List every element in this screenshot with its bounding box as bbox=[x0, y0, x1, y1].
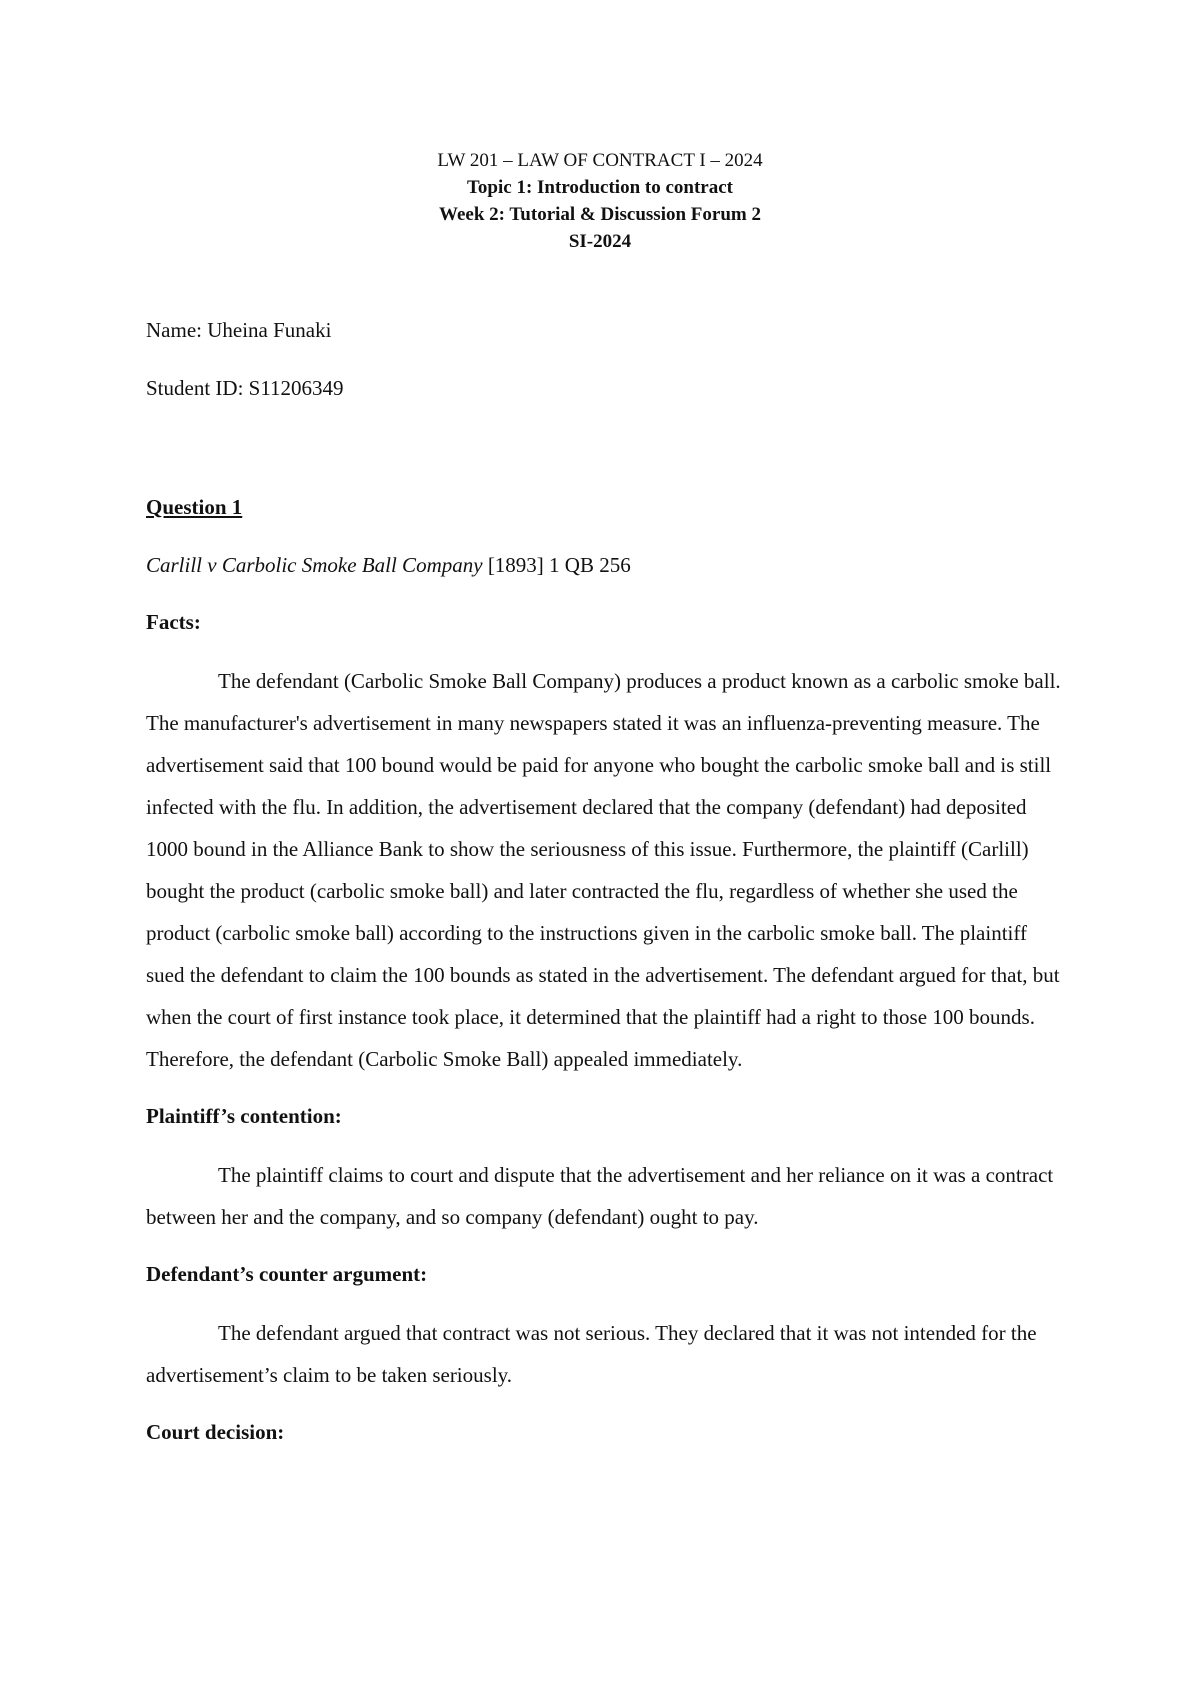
question-heading: Question 1 bbox=[146, 495, 243, 519]
facts-paragraph: The defendant (Carbolic Smoke Ball Company) produces a product known as a carbolic smoke ball. The manufacturer's advertisement in many newspapers stated it was an influenza-preventing measure. The advertisement said that 100 bound would be paid for anyone who bought the carbolic smoke ball and is still infected with the flu. In addition, the advertisement declared that the company (defendant) had deposited 1000 bound in the Alliance Bank to show the seriousness of this issue. Furthermore, the plaintiff (Carlill) bought the product (carbolic smoke ball) and later contracted the flu, regardless of whether she used the product (carbolic smoke ball) according to the instructions given in the carbolic smoke ball. The plaintiff sued the defendant to claim the 100 bounds as stated in the advertisement. The defendant argued for that, but when the court of first instance took place, it determined that the plaintiff had a right to those 100 bounds. Therefore, the defendant (Carbolic Smoke Ball) appealed immediately. bbox=[146, 669, 1061, 1071]
semester-title: SI-2024 bbox=[568, 231, 632, 252]
defendant-argument-paragraph: The defendant argued that contract was not serious. They declared that it was not intended for the advertisement’s claim to be taken seriously. bbox=[146, 1321, 1037, 1387]
week-title: Week 2: Tutorial & Discussion Forum 2 bbox=[439, 204, 761, 225]
title-block bbox=[0, 147, 1200, 255]
plaintiff-contention-paragraph: The plaintiff claims to court and dispute that the advertisement and her reliance on it was a contract between her and the company, and so company (defendant) ought to pay. bbox=[146, 1163, 1054, 1229]
case-citation-line bbox=[146, 551, 1066, 579]
topic-title: Topic 1: Introduction to contract bbox=[467, 177, 733, 198]
student-id: Student ID: S11206349 bbox=[146, 376, 344, 400]
plaintiff-contention-heading: Plaintiff’s contention: bbox=[146, 1104, 342, 1128]
case-citation: [1893] 1 QB 256 bbox=[482, 553, 631, 577]
case-name: Carlill v Carbolic Smoke Ball Company bbox=[146, 553, 483, 577]
course-title: LW 201 – LAW OF CONTRACT I – 2024 bbox=[437, 150, 763, 171]
court-decision-heading: Court decision: bbox=[146, 1420, 285, 1444]
defendant-argument-heading: Defendant’s counter argument: bbox=[146, 1262, 428, 1286]
facts-heading: Facts: bbox=[146, 610, 201, 634]
question-content bbox=[146, 493, 1066, 1470]
student-name: Name: Uheina Funaki bbox=[146, 318, 332, 342]
